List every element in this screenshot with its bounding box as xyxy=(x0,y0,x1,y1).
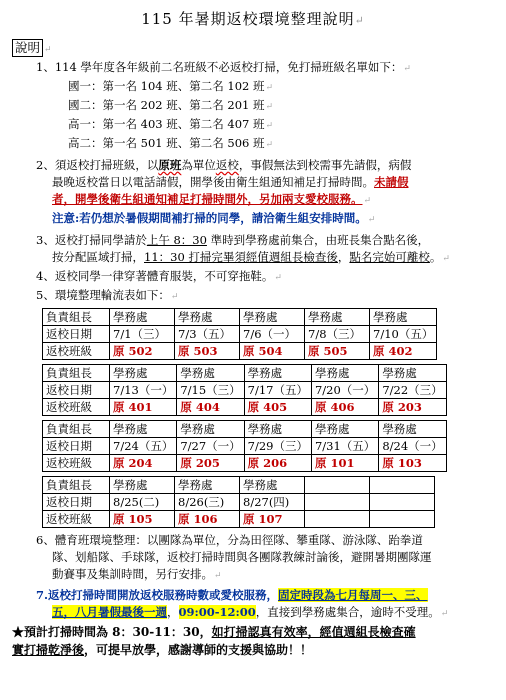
class-cell: 原 205 xyxy=(177,455,244,472)
leader-cell xyxy=(305,477,370,494)
leader-cell: 學務處 xyxy=(379,365,446,382)
class-row xyxy=(43,455,447,472)
item-6 xyxy=(10,532,496,549)
class-row xyxy=(43,343,437,360)
item-4-text: 4、返校同學一律穿著體育服裝，不可穿拖鞋。 xyxy=(36,269,274,283)
item-6-line-3 xyxy=(10,566,496,585)
date-cell: 7/15（三） xyxy=(177,382,244,399)
date-cell: 7/22（三） xyxy=(379,382,446,399)
class-cell: 原 103 xyxy=(379,455,446,472)
item-2-text: 為單位 xyxy=(181,158,216,172)
date-row xyxy=(43,494,435,511)
leader-cell: 學務處 xyxy=(110,309,175,326)
grade-exempt-text: 國一：第一名 104 班、第二名 102 班 xyxy=(68,79,265,93)
section-label-row xyxy=(10,39,496,59)
leader-cell: 學務處 xyxy=(379,421,446,438)
item-2 xyxy=(10,157,496,174)
date-cell xyxy=(370,494,435,511)
date-cell: 7/6（一） xyxy=(240,326,305,343)
item-7-text: 7.返校打掃時間開放返校服務時數或愛校服務， xyxy=(36,588,279,602)
row-header: 負責組長 xyxy=(43,309,110,326)
class-row xyxy=(43,399,447,416)
item-3-rule: 點名完始可離校 xyxy=(349,250,430,264)
date-row xyxy=(43,382,447,399)
item-4 xyxy=(10,268,496,287)
class-cell: 原 404 xyxy=(177,399,244,416)
leader-cell: 學務處 xyxy=(240,309,305,326)
leader-cell: 學務處 xyxy=(244,365,311,382)
paragraph-mark-icon: ↵ xyxy=(265,121,274,131)
leader-cell: 學務處 xyxy=(110,421,177,438)
date-cell: 7/8（三） xyxy=(305,326,370,343)
row-header: 返校班級 xyxy=(43,511,110,528)
grade-exempt-line xyxy=(10,97,496,116)
class-cell: 原 505 xyxy=(305,343,370,360)
class-cell: 原 405 xyxy=(244,399,311,416)
class-cell: 原 204 xyxy=(110,455,177,472)
leader-cell: 學務處 xyxy=(175,309,240,326)
row-header: 返校日期 xyxy=(43,494,110,511)
item-2-text: 2、須返校打掃班級，以 xyxy=(36,158,159,172)
grade-exempt-line xyxy=(10,116,496,135)
item-5 xyxy=(10,287,496,306)
grade-exempt-line xyxy=(10,78,496,97)
section-label: 說明 xyxy=(12,39,43,57)
item-2-text: ，事假無法到校需事先請假，病假 xyxy=(238,158,412,172)
star-note xyxy=(10,623,496,641)
class-cell: 原 504 xyxy=(240,343,305,360)
date-cell xyxy=(305,494,370,511)
item-6-text: 動賽事及集訓時間，另行安排。 xyxy=(52,567,213,581)
paragraph-mark-icon: ↵ xyxy=(403,64,411,74)
row-header: 返校日期 xyxy=(43,382,110,399)
date-cell: 7/20（一） xyxy=(311,382,378,399)
star-note-text: ，可提早放學，感謝導師的支援與協助！！ xyxy=(84,643,313,657)
rotation-table xyxy=(42,420,447,472)
class-cell: 原 105 xyxy=(110,511,175,528)
date-cell: 7/31（五） xyxy=(311,438,378,455)
item-7-time: 09:00-12:00 xyxy=(178,605,256,619)
paragraph-mark-icon: ↵ xyxy=(363,196,372,206)
row-header: 負責組長 xyxy=(43,477,110,494)
item-3-time: 上午 8：30 xyxy=(146,233,207,247)
item-7 xyxy=(10,587,496,604)
item-3 xyxy=(10,232,496,249)
class-cell xyxy=(370,511,435,528)
leader-cell xyxy=(370,477,435,494)
item-3-text: 3、返校打掃同學請於 xyxy=(36,233,147,247)
item-7-line-2 xyxy=(10,604,496,623)
item-2-line-3 xyxy=(10,191,496,210)
date-cell: 8/27(四) xyxy=(240,494,305,511)
class-cell: 原 502 xyxy=(110,343,175,360)
paragraph-mark-icon: ↵ xyxy=(170,292,179,302)
leader-cell: 學務處 xyxy=(175,477,240,494)
paragraph-mark-icon: ↵ xyxy=(354,14,365,27)
paragraph-mark-icon: ↵ xyxy=(214,571,222,581)
date-row xyxy=(43,326,437,343)
star-note-emphasis: 實打掃乾淨後 xyxy=(12,643,85,657)
leader-row xyxy=(43,421,447,438)
paragraph-mark-icon: ↵ xyxy=(265,140,274,150)
leader-cell: 學務處 xyxy=(110,477,175,494)
item-3-text: 按分配區域打掃， xyxy=(52,250,144,264)
item-3-line-2 xyxy=(10,249,496,268)
class-cell: 原 101 xyxy=(311,455,378,472)
class-cell xyxy=(305,511,370,528)
item-6-text: 隊、划船隊、手球隊，返校打掃時間與各團隊教練討論後，避開暑期團隊運 xyxy=(52,550,432,564)
date-cell: 7/13（一） xyxy=(110,382,177,399)
leader-row xyxy=(43,477,435,494)
item-3-text: 準時到學務處前集合，由班長集合點名後， xyxy=(206,233,430,247)
item-5-text: 5、環境整理輪流表如下： xyxy=(36,288,170,302)
item-3-text: ， xyxy=(337,250,350,264)
row-header: 返校班級 xyxy=(43,343,110,360)
date-row xyxy=(43,438,447,455)
grade-exempt-text: 高二：第一名 501 班、第二名 506 班 xyxy=(68,136,265,150)
leader-cell: 學務處 xyxy=(177,421,244,438)
rotation-table xyxy=(42,308,437,360)
paragraph-mark-icon: ↵ xyxy=(265,83,274,93)
item-2-emphasis: 原班 xyxy=(158,158,182,172)
leader-cell: 學務處 xyxy=(311,421,378,438)
rotation-tables xyxy=(10,308,496,528)
title-text: 115 年暑期返校環境整理說明 xyxy=(141,10,355,28)
class-cell: 原 106 xyxy=(175,511,240,528)
star-note-emphasis: 如打掃認真有效率，經值週組長檢查確 xyxy=(211,625,416,639)
paragraph-mark-icon: ↵ xyxy=(440,609,449,619)
grade-exempt-text: 國二：第一名 202 班、第二名 201 班 xyxy=(68,98,265,112)
row-header: 返校日期 xyxy=(43,326,110,343)
item-6-text: 6、體育班環境整理：以團隊為單位，分為田徑隊、攀重隊、游泳隊、跆拳道 xyxy=(36,533,423,547)
item-2-note-text: 注意:若仍想於暑假期間補打掃的同學，請洽衛生組安排時間。 xyxy=(52,211,367,225)
item-2-text: 返校 xyxy=(215,158,239,172)
item-7-highlight: 五，八月暑假最後一週 xyxy=(52,605,167,619)
date-cell: 7/1（三） xyxy=(110,326,175,343)
date-cell: 8/25(二) xyxy=(110,494,175,511)
paragraph-mark-icon: ↵ xyxy=(274,273,282,283)
star-note-text: ★預計打掃時間為 8：30-11：30， xyxy=(12,625,212,639)
grade-exempt-text: 高一：第一名 403 班、第二名 407 班 xyxy=(68,117,265,131)
paragraph-mark-icon: ↵ xyxy=(442,254,450,264)
class-cell: 原 503 xyxy=(175,343,240,360)
date-cell: 7/10（五） xyxy=(370,326,437,343)
item-1 xyxy=(10,59,496,78)
item-7-text: ， xyxy=(167,605,179,619)
item-3-time: 11：30 打掃完畢須經值週組長檢查後 xyxy=(144,250,338,264)
date-cell: 7/29（三） xyxy=(244,438,311,455)
date-cell: 8/24（一） xyxy=(379,438,446,455)
paragraph-mark-icon: ↵ xyxy=(44,45,52,55)
class-cell: 原 206 xyxy=(244,455,311,472)
leader-row xyxy=(43,309,437,326)
class-cell: 原 107 xyxy=(240,511,305,528)
row-header: 負責組長 xyxy=(43,365,110,382)
paragraph-mark-icon: ↵ xyxy=(265,102,274,112)
leader-cell: 學務處 xyxy=(177,365,244,382)
item-2-note xyxy=(10,210,496,229)
item-2-warning: 者，開學後衛生組通知補足打掃時間外，另加兩支愛校服務。 xyxy=(52,192,363,206)
row-header: 返校班級 xyxy=(43,399,110,416)
date-cell: 8/26(三) xyxy=(175,494,240,511)
item-2-text: 最晚返校當日以電話請假，開學後由衛生組通知補足打掃時間。 xyxy=(52,175,374,189)
leader-cell: 學務處 xyxy=(110,365,177,382)
date-cell: 7/24（五） xyxy=(110,438,177,455)
date-cell: 7/3（五） xyxy=(175,326,240,343)
grade-exempt-line xyxy=(10,135,496,154)
document-title xyxy=(10,8,496,29)
date-cell: 7/17（五） xyxy=(244,382,311,399)
item-7-text: ，直接到學務處集合，逾時不受理。 xyxy=(255,605,440,619)
star-note-line-2 xyxy=(10,641,496,659)
item-6-line-2 xyxy=(10,549,496,566)
leader-cell: 學務處 xyxy=(305,309,370,326)
leader-cell: 學務處 xyxy=(240,477,305,494)
class-row xyxy=(43,511,435,528)
item-3-text: 。 xyxy=(429,250,442,264)
row-header: 返校班級 xyxy=(43,455,110,472)
row-header: 負責組長 xyxy=(43,421,110,438)
class-cell: 原 402 xyxy=(370,343,437,360)
paragraph-mark-icon: ↵ xyxy=(367,215,376,225)
leader-cell: 學務處 xyxy=(244,421,311,438)
item-1-text: 1、114 學年度各年級前二名班級不必返校打掃，免打掃班級名單如下： xyxy=(36,60,403,74)
item-2-warning: 未請假 xyxy=(374,175,409,189)
class-cell: 原 401 xyxy=(110,399,177,416)
leader-row xyxy=(43,365,447,382)
row-header: 返校日期 xyxy=(43,438,110,455)
rotation-table xyxy=(42,476,435,528)
date-cell: 7/27（一） xyxy=(177,438,244,455)
item-7-highlight: 固定時段為七月每周一、三、 xyxy=(278,588,428,602)
leader-cell: 學務處 xyxy=(311,365,378,382)
rotation-table xyxy=(42,364,447,416)
leader-cell: 學務處 xyxy=(370,309,437,326)
item-2-line-2 xyxy=(10,174,496,191)
class-cell: 原 203 xyxy=(379,399,446,416)
class-cell: 原 406 xyxy=(311,399,378,416)
